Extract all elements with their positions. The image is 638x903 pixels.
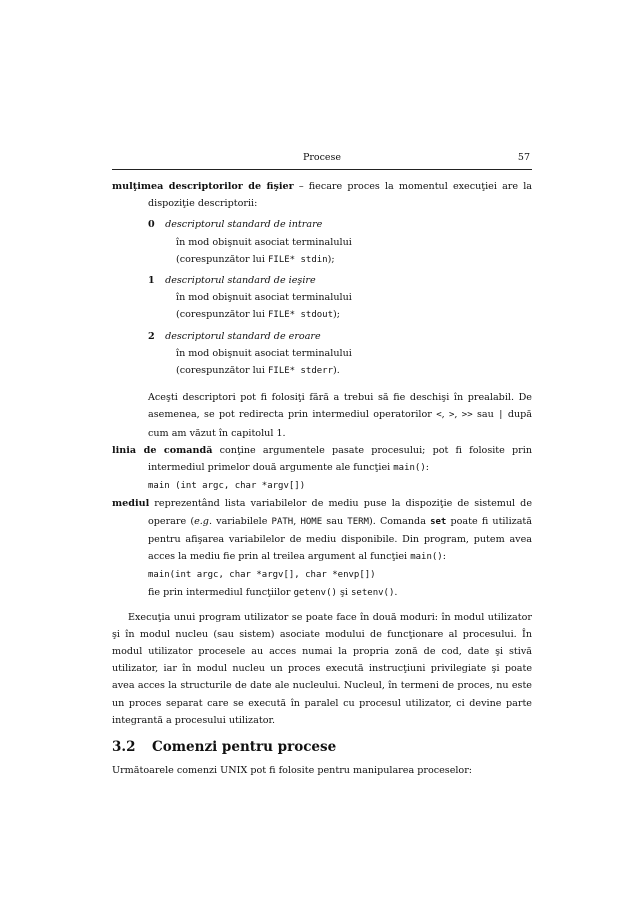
term-command-line: linia de comandă	[112, 444, 213, 456]
command-set: set	[430, 516, 447, 527]
code-inline: FILE* stdin	[267, 254, 328, 265]
code-inline: FILE* stderr	[267, 366, 334, 377]
separator: ,	[441, 409, 449, 421]
separator: ,	[293, 515, 301, 527]
mapping-suffix: );	[327, 253, 335, 265]
note-text-end: după cum am văzut în capitolul 1.	[148, 409, 532, 439]
definition-text: fie prin intermediul funcţiilor	[148, 587, 294, 599]
section-number: 3.2	[112, 739, 136, 756]
body-paragraph: Execuţia unui program utilizator se poate face în două moduri: în modul utilizator şi în modul nucleu (sau sistem) asociate modului de funcţionare al procesului. În modul utilizator procesele au acces numai la propria zonă de cod, date şi stivă utilizator, iar în modul nucleu un proces execută instrucţiuni privilegiate şi poate avea acces la structurile de date ale nucleului. Nucleul, în termeni de proces, nu este un proces separat care se execută în paralel cu procesul utilizator, ci devine parte integrantă a procesului utilizator.	[112, 611, 532, 726]
descriptor-number: 1	[148, 275, 155, 287]
term-file-descriptors: mulţimea descriptorilor de fişier	[112, 181, 294, 192]
separator: sau	[472, 409, 499, 421]
definition-command-line	[112, 442, 532, 477]
section-heading	[112, 739, 532, 756]
note-text: Aceşti descriptori pot fi folosiţi fără a trebui să fie deschişi în prealabil. De asemenea, se pot redirecta prin intermediul operatorilor	[148, 392, 532, 421]
definition-file-descriptors	[112, 178, 532, 212]
list-item	[148, 216, 532, 269]
separator: ,	[454, 409, 462, 421]
redirection-note	[112, 389, 532, 442]
list-item	[148, 328, 532, 381]
descriptor-note: în mod obişnuit asociat terminalului	[176, 347, 352, 359]
operator-input: <	[436, 410, 442, 421]
definition-text: – fiecare proces la momentul execuţiei are la dispoziţie descriptorii:	[148, 181, 532, 210]
env-var-term: TERM	[347, 516, 369, 527]
closing-paragraph: Următoarele comenzi UNIX pot fi folosite pentru manipularea proceselor:	[112, 765, 473, 777]
page-number: 57	[517, 152, 530, 163]
descriptor-note: în mod obişnuit asociat terminalului	[176, 292, 352, 304]
operator-append: >>	[461, 410, 473, 421]
descriptor-name: descriptorul standard de eroare	[165, 330, 321, 342]
descriptor-mapping	[148, 306, 532, 324]
env-var-path: PATH	[271, 516, 294, 527]
definition-text: variabilele	[212, 515, 272, 527]
running-header	[112, 152, 532, 168]
definition-environment	[112, 495, 532, 566]
page-body	[112, 178, 532, 780]
code-inline: getenv()	[293, 588, 337, 599]
section-title: Comenzi pentru procese	[152, 739, 337, 756]
abbrev-eg: e.g.	[194, 515, 212, 527]
descriptor-note: în mod obişnuit asociat terminalului	[176, 236, 352, 248]
env-functions-line	[112, 584, 532, 602]
header-rule	[112, 169, 532, 170]
mapping-suffix: );	[333, 309, 340, 321]
descriptor-name: descriptorul standard de intrare	[165, 219, 323, 231]
code-inline: FILE* stdout	[267, 310, 334, 321]
descriptor-number: 0	[148, 219, 155, 231]
code-block: main (int argc, char *argv[])	[148, 481, 306, 492]
definition-text: reprezentând lista variabilelor de mediu puse la dispoziţie de sistemul de operare (	[148, 498, 532, 527]
code-inline: main()	[393, 463, 426, 474]
punctuation: :	[425, 462, 429, 474]
punctuation: :	[442, 551, 446, 563]
mapping-prefix: (corespunzător lui	[176, 309, 268, 321]
descriptor-mapping	[148, 251, 532, 269]
punctuation: .	[394, 587, 398, 599]
separator: sau	[322, 515, 348, 527]
definition-text: poate fi utilizată pentru afişarea variabilelor de mediu disponibile. Din program, putem avea acces la mediu fie prin al treilea argument al funcţiei	[148, 515, 532, 563]
descriptor-name: descriptorul standard de ieşire	[165, 275, 316, 287]
descriptor-number: 2	[148, 330, 155, 342]
operator-output: >	[448, 410, 455, 421]
separator: şi	[336, 587, 352, 599]
code-inline: main()	[410, 552, 443, 563]
descriptor-list	[112, 216, 532, 380]
mapping-prefix: (corespunzător lui	[176, 365, 268, 377]
definition-text: conţine argumentele pasate procesului; pot fi folosite prin intermediul primelor două argumente ale funcţiei	[148, 444, 533, 474]
descriptor-mapping	[148, 362, 532, 380]
mapping-suffix: ).	[333, 365, 340, 377]
env-var-home: HOME	[300, 516, 323, 527]
code-line-main	[112, 477, 532, 495]
code-block: main(int argc, char *argv[], char *envp[])	[148, 570, 376, 581]
code-line-main-envp	[112, 566, 532, 584]
header-title: Procese	[302, 152, 342, 163]
code-inline: setenv()	[351, 588, 395, 599]
definition-text: ). Comanda	[368, 515, 431, 527]
list-item	[148, 272, 532, 325]
mapping-prefix: (corespunzător lui	[176, 253, 268, 265]
term-environment: mediul	[112, 498, 150, 510]
operator-pipe: |	[498, 410, 504, 421]
